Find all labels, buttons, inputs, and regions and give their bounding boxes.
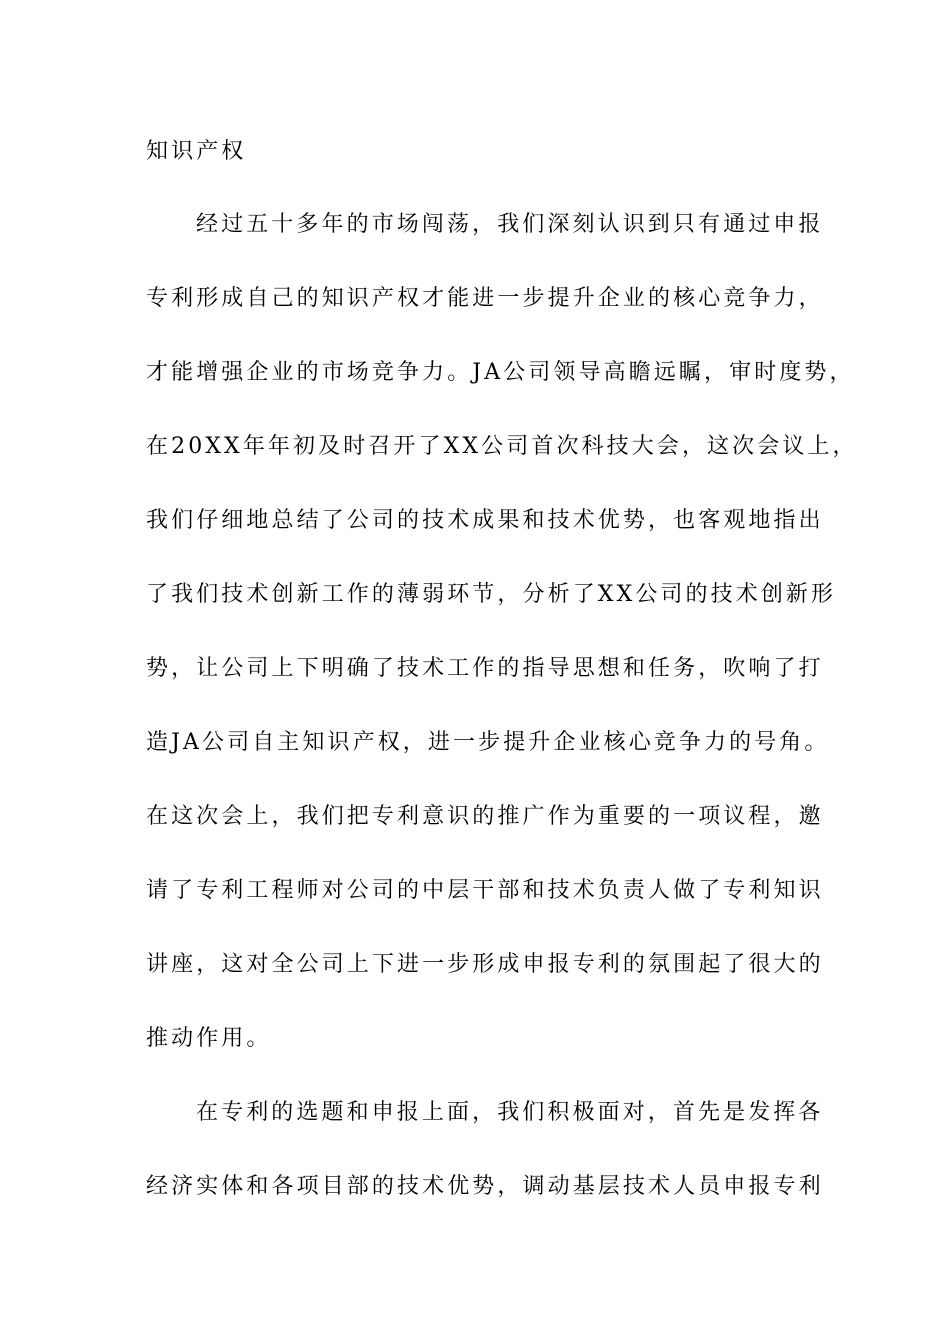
paragraph-line: 经济实体和各项目部的技术优势，调动基层技术人员申报专利 (146, 1174, 824, 1199)
paragraph-line: 造JA公司自主知识产权，进一步提升企业核心竞争力的号角。 (146, 730, 830, 755)
paragraph-line: 了我们技术创新工作的薄弱环节，分析了XX公司的技术创新形 (146, 582, 837, 607)
paragraph-line: 势，让公司上下明确了技术工作的指导思想和任务，吹响了打 (146, 656, 824, 681)
paragraph-line: 在20XX年年初及时召开了XX公司首次科技大会，这次会议上， (146, 434, 858, 459)
paragraph-line: 在这次会上，我们把专利意识的推广作为重要的一项议程，邀 (146, 804, 824, 829)
paragraph-line: 才能增强企业的市场竞争力。JA公司领导高瞻远瞩，审时度势， (146, 360, 855, 385)
paragraph-line: 专利形成自己的知识产权才能进一步提升企业的核心竞争力， (146, 286, 824, 311)
paragraph-line: 经过五十多年的市场闯荡，我们深刻认识到只有通过申报 (196, 212, 824, 237)
paragraph-line: 请了专利工程师对公司的中层干部和技术负责人做了专利知识 (146, 878, 824, 903)
paragraph-line: 推动作用。 (146, 1026, 272, 1051)
paragraph-line: 讲座，这对全公司上下进一步形成申报专利的氛围起了很大的 (146, 952, 824, 977)
section-heading: 知识产权 (146, 139, 247, 164)
paragraph-line: 我们仔细地总结了公司的技术成果和技术优势，也客观地指出 (146, 508, 824, 533)
paragraph-line: 在专利的选题和申报上面，我们积极面对，首先是发挥各 (196, 1100, 824, 1125)
